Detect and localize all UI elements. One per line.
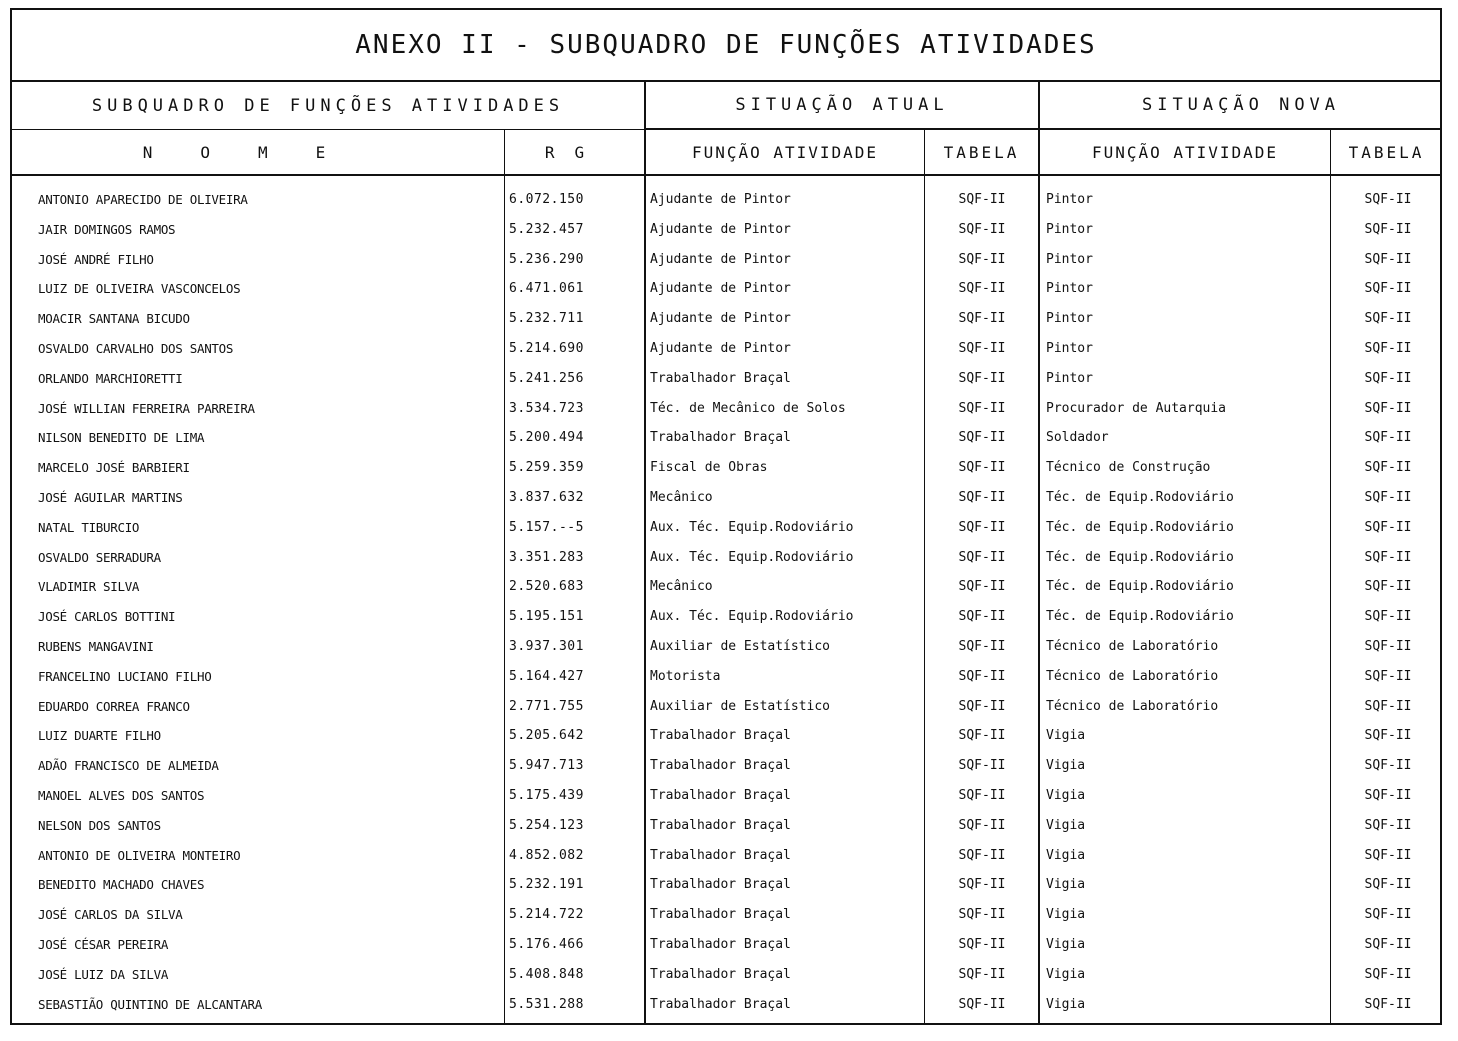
cell-rg: 2.771.755 <box>509 698 584 714</box>
cell-nome: JOSÉ CÉSAR PEREIRA <box>38 936 169 952</box>
cell-funcao-atual: Fiscal de Obras <box>650 460 768 476</box>
table-row <box>12 990 1440 1020</box>
cell-nome: NATAL TIBURCIO <box>38 519 140 535</box>
cell-rg: 6.072.150 <box>509 192 584 207</box>
cell-funcao-nova: Pintor <box>1046 192 1093 207</box>
column-header-tabela-nova: TABELA <box>1330 130 1442 176</box>
table-row <box>12 334 1440 364</box>
cell-rg: 5.259.359 <box>509 460 584 476</box>
cell-tabela-atual: SQF-II <box>958 817 1006 833</box>
cell-tabela-nova: SQF-II <box>1364 489 1412 505</box>
cell-rg: 5.214.722 <box>509 907 584 923</box>
cell-rg: 5.176.466 <box>509 936 584 952</box>
cell-tabela-atual: SQF-II <box>958 519 1006 535</box>
cell-tabela-nova: SQF-II <box>1364 430 1412 446</box>
table-row <box>12 721 1440 751</box>
cell-funcao-nova: Vigia <box>1046 996 1086 1012</box>
cell-funcao-atual: Mecânico <box>650 489 713 505</box>
cell-tabela-atual: SQF-II <box>958 340 1006 356</box>
cell-funcao-atual: Trabalhador Braçal <box>650 907 791 923</box>
cell-rg: 5.164.427 <box>509 668 584 684</box>
cell-tabela-atual: SQF-II <box>958 936 1006 952</box>
table-row <box>12 602 1440 632</box>
cell-tabela-atual: SQF-II <box>958 609 1006 625</box>
cell-rg: 3.534.723 <box>509 400 584 416</box>
cell-rg: 5.232.191 <box>509 877 584 893</box>
table-row <box>12 185 1440 215</box>
document-title: ANEXO II - SUBQUADRO DE FUNÇÕES ATIVIDADES <box>12 10 1440 82</box>
cell-nome: NELSON DOS SANTOS <box>38 817 161 833</box>
column-header-funcao-atual: FUNÇÃO ATIVIDADE <box>644 130 924 176</box>
table-row <box>12 662 1440 692</box>
table-row <box>12 960 1440 990</box>
cell-nome: JAIR DOMINGOS RAMOS <box>38 221 176 237</box>
cell-tabela-atual: SQF-II <box>958 430 1006 446</box>
cell-nome: JOSÉ CARLOS BOTTINI <box>38 609 176 625</box>
table-row <box>12 632 1440 662</box>
table-row <box>12 245 1440 275</box>
cell-tabela-atual: SQF-II <box>958 311 1006 327</box>
cell-tabela-nova: SQF-II <box>1364 966 1412 982</box>
cell-rg: 5.205.642 <box>509 728 584 744</box>
cell-funcao-nova: Técnico de Laboratório <box>1046 698 1219 714</box>
cell-funcao-atual: Motorista <box>650 668 721 684</box>
cell-rg: 5.214.690 <box>509 340 584 356</box>
cell-rg: 3.937.301 <box>509 638 584 654</box>
cell-funcao-nova: Téc. de Equip.Rodoviário <box>1046 579 1234 595</box>
cell-rg: 5.408.848 <box>509 966 584 982</box>
cell-nome: RUBENS MANGAVINI <box>38 638 154 654</box>
cell-funcao-nova: Téc. de Equip.Rodoviário <box>1046 519 1234 535</box>
cell-nome: MOACIR SANTANA BICUDO <box>38 311 190 327</box>
cell-tabela-nova: SQF-II <box>1364 549 1412 565</box>
cell-funcao-atual: Trabalhador Braçal <box>650 728 791 744</box>
cell-tabela-atual: SQF-II <box>958 221 1006 237</box>
cell-tabela-atual: SQF-II <box>958 758 1006 774</box>
cell-funcao-atual: Ajudante de Pintor <box>650 192 791 207</box>
cell-rg: 5.232.457 <box>509 221 584 237</box>
cell-tabela-nova: SQF-II <box>1364 996 1412 1012</box>
cell-rg: 6.471.061 <box>509 281 584 297</box>
cell-funcao-nova: Vigia <box>1046 787 1086 803</box>
cell-tabela-atual: SQF-II <box>958 192 1006 207</box>
cell-nome: FRANCELINO LUCIANO FILHO <box>38 668 212 684</box>
table-row <box>12 513 1440 543</box>
column-header-rg: RG <box>504 130 644 176</box>
cell-rg: 5.947.713 <box>509 758 584 774</box>
cell-funcao-nova: Técnico de Construção <box>1046 460 1211 476</box>
cell-funcao-nova: Pintor <box>1046 221 1093 237</box>
table-row <box>12 900 1440 930</box>
cell-tabela-atual: SQF-II <box>958 370 1006 386</box>
table-row <box>12 215 1440 245</box>
cell-tabela-nova: SQF-II <box>1364 698 1412 714</box>
cell-rg: 5.195.151 <box>509 609 584 625</box>
cell-tabela-nova: SQF-II <box>1364 609 1412 625</box>
cell-funcao-nova: Téc. de Equip.Rodoviário <box>1046 489 1234 505</box>
cell-tabela-atual: SQF-II <box>958 638 1006 654</box>
cell-funcao-nova: Vigia <box>1046 966 1086 982</box>
column-header-nome: NOME <box>12 130 504 176</box>
cell-rg: 4.852.082 <box>509 847 584 863</box>
cell-tabela-nova: SQF-II <box>1364 936 1412 952</box>
table-row <box>12 751 1440 781</box>
table-row <box>12 781 1440 811</box>
cell-funcao-atual: Ajudante de Pintor <box>650 340 791 356</box>
cell-funcao-nova: Téc. de Equip.Rodoviário <box>1046 549 1234 565</box>
cell-tabela-nova: SQF-II <box>1364 847 1412 863</box>
cell-funcao-atual: Trabalhador Braçal <box>650 430 791 446</box>
cell-nome: EDUARDO CORREA FRANCO <box>38 698 190 714</box>
cell-funcao-atual: Mecânico <box>650 579 713 595</box>
cell-funcao-atual: Auxiliar de Estatístico <box>650 638 831 654</box>
cell-funcao-nova: Vigia <box>1046 817 1086 833</box>
cell-funcao-atual: Trabalhador Braçal <box>650 758 791 774</box>
cell-nome: BENEDITO MACHADO CHAVES <box>38 877 205 893</box>
cell-nome: ANTONIO APARECIDO DE OLIVEIRA <box>38 192 248 207</box>
cell-tabela-nova: SQF-II <box>1364 817 1412 833</box>
cell-tabela-atual: SQF-II <box>958 579 1006 595</box>
cell-funcao-atual: Ajudante de Pintor <box>650 251 791 267</box>
cell-nome: LUIZ DE OLIVEIRA VASCONCELOS <box>38 281 241 297</box>
cell-tabela-nova: SQF-II <box>1364 281 1412 297</box>
cell-nome: MANOEL ALVES DOS SANTOS <box>38 787 205 803</box>
cell-tabela-nova: SQF-II <box>1364 519 1412 535</box>
cell-tabela-atual: SQF-II <box>958 728 1006 744</box>
table-row <box>12 364 1440 394</box>
cell-funcao-atual: Aux. Téc. Equip.Rodoviário <box>650 519 854 535</box>
cell-funcao-nova: Pintor <box>1046 251 1093 267</box>
cell-funcao-nova: Vigia <box>1046 847 1086 863</box>
table-row <box>12 274 1440 304</box>
cell-funcao-nova: Vigia <box>1046 877 1086 893</box>
cell-tabela-nova: SQF-II <box>1364 758 1412 774</box>
cell-nome: JOSÉ CARLOS DA SILVA <box>38 907 183 923</box>
column-header-tabela-atual: TABELA <box>924 130 1038 176</box>
table-row <box>12 423 1440 453</box>
cell-rg: 2.520.683 <box>509 579 584 595</box>
cell-nome: LUIZ DUARTE FILHO <box>38 728 161 744</box>
table-row <box>12 572 1440 602</box>
table-body <box>12 185 1440 1019</box>
cell-funcao-nova: Técnico de Laboratório <box>1046 668 1219 684</box>
table-row <box>12 543 1440 573</box>
document-sheet <box>10 8 1442 1025</box>
cell-rg: 5.241.256 <box>509 370 584 386</box>
cell-nome: ADÃO FRANCISCO DE ALMEIDA <box>38 758 219 774</box>
cell-tabela-atual: SQF-II <box>958 400 1006 416</box>
cell-funcao-atual: Ajudante de Pintor <box>650 221 791 237</box>
cell-funcao-nova: Pintor <box>1046 311 1093 327</box>
table-row <box>12 930 1440 960</box>
cell-tabela-nova: SQF-II <box>1364 638 1412 654</box>
cell-tabela-nova: SQF-II <box>1364 579 1412 595</box>
table-row <box>12 870 1440 900</box>
table-row <box>12 394 1440 424</box>
header-subquadro: SUBQUADRO DE FUNÇÕES ATIVIDADES <box>12 82 644 130</box>
cell-rg: 5.232.711 <box>509 311 584 327</box>
cell-funcao-atual: Aux. Téc. Equip.Rodoviário <box>650 549 854 565</box>
cell-tabela-nova: SQF-II <box>1364 340 1412 356</box>
cell-tabela-nova: SQF-II <box>1364 460 1412 476</box>
cell-tabela-atual: SQF-II <box>958 847 1006 863</box>
cell-funcao-atual: Trabalhador Braçal <box>650 847 791 863</box>
cell-nome: MARCELO JOSÉ BARBIERI <box>38 460 190 476</box>
cell-tabela-nova: SQF-II <box>1364 877 1412 893</box>
cell-rg: 3.837.632 <box>509 489 584 505</box>
cell-tabela-nova: SQF-II <box>1364 728 1412 744</box>
cell-funcao-nova: Soldador <box>1046 430 1109 446</box>
cell-funcao-atual: Aux. Téc. Equip.Rodoviário <box>650 609 854 625</box>
cell-funcao-atual: Trabalhador Braçal <box>650 877 791 893</box>
cell-funcao-nova: Pintor <box>1046 340 1093 356</box>
cell-funcao-atual: Trabalhador Braçal <box>650 996 791 1012</box>
column-header-funcao-nova: FUNÇÃO ATIVIDADE <box>1038 130 1330 176</box>
cell-tabela-nova: SQF-II <box>1364 251 1412 267</box>
cell-tabela-atual: SQF-II <box>958 549 1006 565</box>
cell-tabela-atual: SQF-II <box>958 698 1006 714</box>
header-situacao-atual: SITUAÇÃO ATUAL <box>644 82 1038 130</box>
cell-funcao-nova: Vigia <box>1046 758 1086 774</box>
cell-funcao-nova: Pintor <box>1046 281 1093 297</box>
cell-tabela-atual: SQF-II <box>958 281 1006 297</box>
cell-tabela-nova: SQF-II <box>1364 221 1412 237</box>
cell-nome: OSVALDO CARVALHO DOS SANTOS <box>38 340 234 356</box>
cell-tabela-nova: SQF-II <box>1364 400 1412 416</box>
cell-nome: ANTONIO DE OLIVEIRA MONTEIRO <box>38 847 241 863</box>
table-row <box>12 304 1440 334</box>
cell-funcao-atual: Trabalhador Braçal <box>650 817 791 833</box>
cell-nome: ORLANDO MARCHIORETTI <box>38 370 183 386</box>
cell-tabela-nova: SQF-II <box>1364 192 1412 207</box>
cell-funcao-atual: Trabalhador Braçal <box>650 787 791 803</box>
cell-funcao-atual: Ajudante de Pintor <box>650 281 791 297</box>
cell-funcao-atual: Trabalhador Braçal <box>650 966 791 982</box>
cell-funcao-nova: Pintor <box>1046 370 1093 386</box>
cell-funcao-nova: Vigia <box>1046 728 1086 744</box>
table-row <box>12 692 1440 722</box>
header-situacao-nova: SITUAÇÃO NOVA <box>1038 82 1442 130</box>
table-row <box>12 841 1440 871</box>
cell-funcao-atual: Trabalhador Braçal <box>650 936 791 952</box>
cell-funcao-nova: Vigia <box>1046 907 1086 923</box>
cell-funcao-nova: Téc. de Equip.Rodoviário <box>1046 609 1234 625</box>
cell-tabela-atual: SQF-II <box>958 877 1006 893</box>
cell-tabela-atual: SQF-II <box>958 787 1006 803</box>
cell-tabela-atual: SQF-II <box>958 489 1006 505</box>
cell-tabela-atual: SQF-II <box>958 251 1006 267</box>
cell-tabela-atual: SQF-II <box>958 460 1006 476</box>
cell-tabela-atual: SQF-II <box>958 996 1006 1012</box>
cell-funcao-atual: Trabalhador Braçal <box>650 370 791 386</box>
cell-tabela-nova: SQF-II <box>1364 907 1412 923</box>
cell-rg: 5.531.288 <box>509 996 584 1012</box>
cell-funcao-nova: Técnico de Laboratório <box>1046 638 1219 654</box>
table-row <box>12 811 1440 841</box>
cell-rg: 5.175.439 <box>509 787 584 803</box>
cell-nome: OSVALDO SERRADURA <box>38 549 161 565</box>
cell-rg: 5.157.--5 <box>509 519 584 535</box>
cell-nome: NILSON BENEDITO DE LIMA <box>38 430 205 446</box>
cell-funcao-nova: Procurador de Autarquia <box>1046 400 1227 416</box>
cell-funcao-atual: Auxiliar de Estatístico <box>650 698 831 714</box>
cell-rg: 5.236.290 <box>509 251 584 267</box>
cell-tabela-atual: SQF-II <box>958 966 1006 982</box>
cell-tabela-nova: SQF-II <box>1364 668 1412 684</box>
cell-nome: SEBASTIÃO QUINTINO DE ALCANTARA <box>38 996 262 1012</box>
cell-rg: 3.351.283 <box>509 549 584 565</box>
cell-nome: VLADIMIR SILVA <box>38 579 140 595</box>
cell-tabela-atual: SQF-II <box>958 668 1006 684</box>
cell-rg: 5.254.123 <box>509 817 584 833</box>
cell-tabela-atual: SQF-II <box>958 907 1006 923</box>
cell-tabela-nova: SQF-II <box>1364 787 1412 803</box>
cell-tabela-nova: SQF-II <box>1364 370 1412 386</box>
cell-nome: JOSÉ AGUILAR MARTINS <box>38 489 183 505</box>
cell-nome: JOSÉ ANDRÉ FILHO <box>38 251 154 267</box>
cell-tabela-nova: SQF-II <box>1364 311 1412 327</box>
cell-nome: JOSÉ WILLIAN FERREIRA PARREIRA <box>38 400 255 416</box>
cell-funcao-atual: Ajudante de Pintor <box>650 311 791 327</box>
cell-funcao-atual: Téc. de Mecânico de Solos <box>650 400 846 416</box>
cell-funcao-nova: Vigia <box>1046 936 1086 952</box>
cell-nome: JOSÉ LUIZ DA SILVA <box>38 966 169 982</box>
table-row <box>12 453 1440 483</box>
cell-rg: 5.200.494 <box>509 430 584 446</box>
table-row <box>12 483 1440 513</box>
